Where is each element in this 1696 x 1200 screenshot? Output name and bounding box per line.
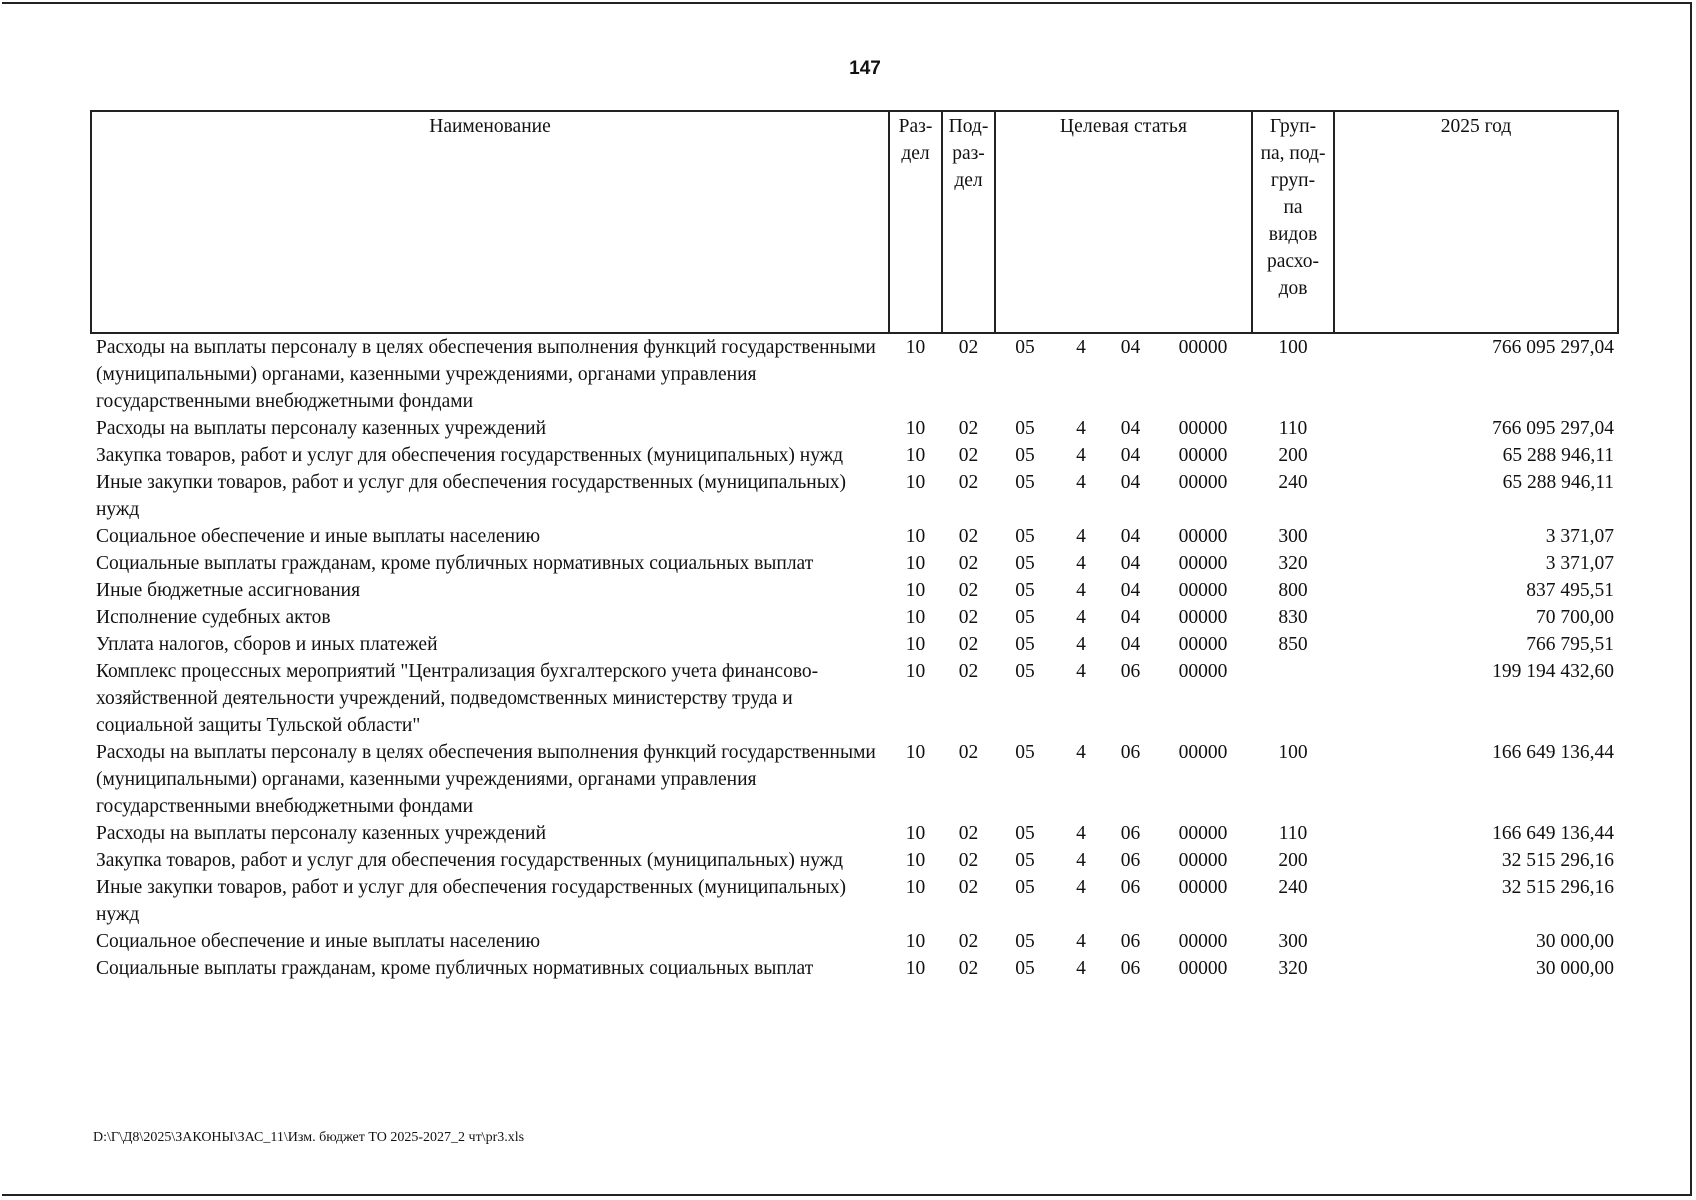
cell-podrazdel: 02	[958, 958, 979, 979]
cell-name: Расходы на выплаты персоналу в целях обеспечения выполнения функций государственными (муниципальными) органами, казенными учреждениями, органами управления государственными внебюджетными фондами	[96, 742, 876, 817]
cell-razdel: 10	[905, 661, 926, 682]
cell-amount-2025: 65 288 946,11	[1502, 445, 1615, 466]
cell-target-element: 04	[1120, 445, 1141, 466]
cell-target-element: 04	[1120, 634, 1141, 655]
cell-target-program: 05	[1015, 931, 1035, 952]
cell-target-direction: 00000	[1178, 958, 1228, 979]
header-expense-group-text: Груп- па, под- груп- па видов расхо- дов	[1260, 116, 1326, 299]
cell-amount-2025: 65 288 946,11	[1502, 472, 1615, 493]
cell-name: Закупка товаров, работ и услуг для обеспечения государственных (муниципальных) нужд	[96, 445, 844, 466]
cell-razdel: 10	[905, 742, 926, 763]
cell-razdel: 10	[905, 634, 926, 655]
cell-podrazdel: 02	[958, 823, 979, 844]
cell-podrazdel: 02	[958, 418, 979, 439]
cell-podrazdel: 02	[958, 931, 979, 952]
table-header	[91, 111, 1618, 333]
cell-name: Социальные выплаты гражданам, кроме публичных нормативных социальных выплат	[96, 958, 814, 979]
cell-amount-2025: 3 371,07	[1545, 526, 1615, 547]
cell-target-type: 4	[1076, 526, 1086, 547]
cell-target-type: 4	[1076, 580, 1086, 601]
table-row	[91, 631, 1618, 658]
table-row	[91, 847, 1618, 874]
cell-target-program: 05	[1015, 337, 1035, 358]
cell-target-direction: 00000	[1178, 931, 1228, 952]
cell-podrazdel: 02	[958, 850, 979, 871]
cell-target-program: 05	[1015, 472, 1035, 493]
cell-name: Социальные выплаты гражданам, кроме публичных нормативных социальных выплат	[96, 553, 814, 574]
cell-target-type: 4	[1076, 418, 1086, 439]
cell-target-element: 04	[1120, 472, 1141, 493]
table-row	[91, 333, 1618, 415]
cell-target-element: 06	[1120, 958, 1141, 979]
cell-razdel: 10	[905, 958, 926, 979]
cell-amount-2025: 30 000,00	[1536, 958, 1615, 979]
table-row	[91, 874, 1618, 928]
cell-target-type: 4	[1076, 661, 1086, 682]
cell-name: Расходы на выплаты персоналу казенных учреждений	[96, 823, 547, 844]
cell-podrazdel: 02	[958, 607, 979, 628]
cell-target-direction: 00000	[1178, 607, 1228, 628]
cell-target-direction: 00000	[1178, 742, 1228, 763]
cell-target-element: 06	[1120, 931, 1141, 952]
cell-name: Иные закупки товаров, работ и услуг для обеспечения государственных (муниципальных) нужд	[96, 472, 847, 520]
cell-expense-group: 320	[1278, 958, 1308, 979]
cell-expense-group: 850	[1278, 634, 1308, 655]
header-target-article: Целевая статья	[995, 111, 1252, 333]
cell-razdel: 10	[905, 850, 926, 871]
table-row	[91, 955, 1618, 982]
cell-target-direction: 00000	[1178, 823, 1228, 844]
cell-target-type: 4	[1076, 742, 1086, 763]
cell-target-element: 04	[1120, 607, 1141, 628]
cell-razdel: 10	[905, 877, 926, 898]
cell-amount-2025: 32 515 296,16	[1501, 850, 1615, 871]
cell-podrazdel: 02	[958, 445, 979, 466]
cell-razdel: 10	[905, 607, 926, 628]
cell-amount-2025: 766 095 297,04	[1492, 418, 1615, 439]
cell-razdel: 10	[905, 337, 926, 358]
table-row	[91, 577, 1618, 604]
file-path-footer: D:\Г\Д8\2025\ЗАКОНЫ\ЗАС_11\Изм. бюджет ТО 2025-2027_2 чт\pr3.xls	[93, 1130, 525, 1145]
table-row	[91, 415, 1618, 442]
cell-amount-2025: 30 000,00	[1536, 931, 1615, 952]
cell-target-program: 05	[1015, 445, 1035, 466]
cell-expense-group: 200	[1278, 445, 1308, 466]
cell-target-direction: 00000	[1178, 445, 1228, 466]
cell-expense-group: 100	[1278, 337, 1308, 358]
cell-razdel: 10	[905, 553, 926, 574]
cell-amount-2025: 766 095 297,04	[1492, 337, 1615, 358]
cell-expense-group: 240	[1278, 472, 1308, 493]
budget-table	[90, 110, 1619, 982]
cell-target-direction: 00000	[1178, 553, 1228, 574]
cell-target-element: 06	[1120, 823, 1141, 844]
cell-expense-group: 240	[1278, 877, 1308, 898]
cell-amount-2025: 32 515 296,16	[1501, 877, 1615, 898]
cell-amount-2025: 166 649 136,44	[1492, 823, 1615, 844]
cell-target-program: 05	[1015, 850, 1035, 871]
cell-expense-group: 320	[1278, 553, 1308, 574]
cell-target-direction: 00000	[1178, 580, 1228, 601]
cell-target-type: 4	[1076, 823, 1086, 844]
cell-target-program: 05	[1015, 742, 1035, 763]
table-row	[91, 550, 1618, 577]
cell-name: Исполнение судебных актов	[96, 607, 331, 628]
cell-podrazdel: 02	[958, 526, 979, 547]
cell-target-program: 05	[1015, 958, 1035, 979]
cell-target-direction: 00000	[1178, 634, 1228, 655]
cell-podrazdel: 02	[958, 742, 979, 763]
cell-amount-2025: 70 700,00	[1536, 607, 1615, 628]
header-razdel-text: Раз- дел	[898, 116, 933, 164]
cell-target-element: 06	[1120, 850, 1141, 871]
header-year: 2025 год	[1334, 111, 1618, 333]
table-row	[91, 739, 1618, 820]
cell-name: Комплекс процессных мероприятий "Централизация бухгалтерского учета финансово-хозяйственной деятельности учреждений, подведомственных министерству труда и социальной защиты Тульской области"	[96, 661, 819, 736]
cell-target-type: 4	[1076, 850, 1086, 871]
cell-podrazdel: 02	[958, 580, 979, 601]
cell-razdel: 10	[905, 472, 926, 493]
cell-target-direction: 00000	[1178, 526, 1228, 547]
cell-target-type: 4	[1076, 472, 1086, 493]
cell-target-type: 4	[1076, 931, 1086, 952]
cell-name: Иные закупки товаров, работ и услуг для обеспечения государственных (муниципальных) нужд	[96, 877, 847, 925]
cell-podrazdel: 02	[958, 661, 979, 682]
cell-amount-2025: 766 795,51	[1526, 634, 1615, 655]
cell-target-direction: 00000	[1178, 661, 1228, 682]
cell-target-type: 4	[1076, 958, 1086, 979]
cell-target-direction: 00000	[1178, 418, 1228, 439]
table-row	[91, 820, 1618, 847]
cell-target-element: 04	[1120, 553, 1141, 574]
cell-expense-group: 800	[1278, 580, 1308, 601]
cell-expense-group	[1252, 658, 1334, 739]
table-row	[91, 658, 1618, 739]
cell-target-direction: 00000	[1178, 472, 1228, 493]
cell-razdel: 10	[905, 580, 926, 601]
cell-razdel: 10	[905, 931, 926, 952]
cell-target-type: 4	[1076, 445, 1086, 466]
cell-razdel: 10	[905, 823, 926, 844]
cell-amount-2025: 199 194 432,60	[1492, 661, 1615, 682]
cell-target-program: 05	[1015, 877, 1035, 898]
cell-target-element: 04	[1120, 418, 1141, 439]
cell-razdel: 10	[905, 445, 926, 466]
cell-target-type: 4	[1076, 877, 1086, 898]
cell-target-element: 04	[1120, 580, 1141, 601]
cell-target-element: 04	[1120, 337, 1141, 358]
cell-target-element: 06	[1120, 877, 1141, 898]
cell-target-element: 04	[1120, 526, 1141, 547]
cell-amount-2025: 3 371,07	[1545, 553, 1615, 574]
cell-expense-group: 100	[1278, 742, 1308, 763]
cell-amount-2025: 837 495,51	[1526, 580, 1615, 601]
cell-target-element: 06	[1120, 661, 1141, 682]
cell-name: Уплата налогов, сборов и иных платежей	[96, 634, 438, 655]
cell-expense-group: 830	[1278, 607, 1308, 628]
cell-target-type: 4	[1076, 634, 1086, 655]
cell-target-program: 05	[1015, 526, 1035, 547]
cell-razdel: 10	[905, 418, 926, 439]
cell-amount-2025: 166 649 136,44	[1492, 742, 1615, 763]
table-body	[91, 333, 1618, 982]
cell-expense-group: 200	[1278, 850, 1308, 871]
header-podrazdel	[942, 111, 995, 333]
cell-target-type: 4	[1076, 553, 1086, 574]
table-row	[91, 604, 1618, 631]
page-number: 147	[849, 58, 881, 79]
cell-podrazdel: 02	[958, 877, 979, 898]
cell-target-program: 05	[1015, 418, 1035, 439]
cell-podrazdel: 02	[958, 634, 979, 655]
cell-target-program: 05	[1015, 580, 1035, 601]
cell-expense-group: 110	[1278, 823, 1308, 844]
cell-target-program: 05	[1015, 634, 1035, 655]
table-row	[91, 523, 1618, 550]
cell-razdel: 10	[905, 526, 926, 547]
cell-target-direction: 00000	[1178, 337, 1228, 358]
header-expense-group	[1252, 111, 1334, 333]
cell-podrazdel: 02	[958, 337, 979, 358]
table-row	[91, 928, 1618, 955]
cell-target-program: 05	[1015, 553, 1035, 574]
cell-podrazdel: 02	[958, 472, 979, 493]
cell-name: Закупка товаров, работ и услуг для обеспечения государственных (муниципальных) нужд	[96, 850, 844, 871]
cell-target-element: 06	[1120, 742, 1141, 763]
header-podrazdel-text: Под- раз- дел	[948, 116, 989, 191]
cell-target-direction: 00000	[1178, 850, 1228, 871]
cell-name: Иные бюджетные ассигнования	[96, 580, 361, 601]
cell-target-direction: 00000	[1178, 877, 1228, 898]
cell-target-program: 05	[1015, 607, 1035, 628]
cell-podrazdel: 02	[958, 553, 979, 574]
cell-expense-group: 110	[1278, 418, 1308, 439]
cell-name: Расходы на выплаты персоналу казенных учреждений	[96, 418, 547, 439]
header-razdel	[889, 111, 942, 333]
cell-expense-group: 300	[1278, 526, 1308, 547]
cell-target-program: 05	[1015, 823, 1035, 844]
cell-name: Социальное обеспечение и иные выплаты населению	[96, 931, 541, 952]
table-row	[91, 469, 1618, 523]
cell-target-program: 05	[1015, 661, 1035, 682]
cell-name: Расходы на выплаты персоналу в целях обеспечения выполнения функций государственными (муниципальными) органами, казенными учреждениями, органами управления государственными внебюджетными фондами	[96, 337, 876, 412]
cell-target-type: 4	[1076, 607, 1086, 628]
cell-name: Социальное обеспечение и иные выплаты населению	[96, 526, 541, 547]
budget-table-container	[90, 110, 1617, 982]
header-name: Наименование	[91, 111, 889, 333]
table-row	[91, 442, 1618, 469]
cell-target-type: 4	[1076, 337, 1086, 358]
cell-expense-group: 300	[1278, 931, 1308, 952]
